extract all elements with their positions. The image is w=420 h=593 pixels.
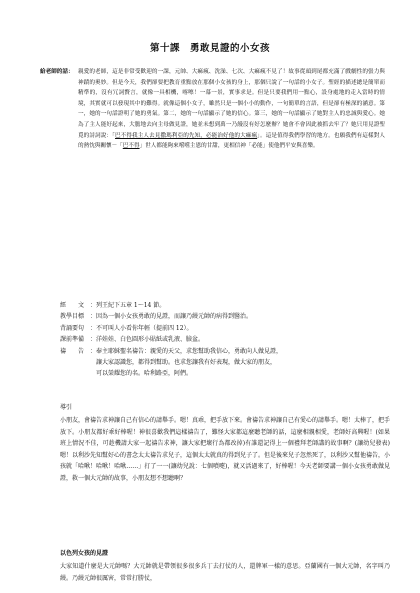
teacher-note-text bbox=[78, 67, 385, 152]
subheading: 以色列女孩的見證 bbox=[60, 550, 109, 557]
prayer-label: 禱 告 bbox=[60, 347, 85, 355]
scripture-label: 經 文 bbox=[60, 302, 85, 309]
teacher-note-underline-2: 巴不得 bbox=[122, 143, 140, 150]
lesson-info bbox=[60, 300, 390, 380]
teacher-note-part2: 」。這是值得我們學習的地方。也願我們有這樣對人的熱忱與關懷－「 bbox=[78, 132, 385, 150]
intro-heading: 導引 bbox=[60, 404, 73, 411]
info-row-goal: 教學目標 ： 因為一個小女孩勇敢的見證，而讓乃縵元帥的病得到醫治。 bbox=[60, 311, 390, 322]
lesson-title: 第十課 勇敢見證的小女孩 bbox=[149, 43, 270, 54]
info-row-scripture: 經 文 ： 列王紀下五章 1～14 節。 bbox=[60, 300, 390, 311]
teacher-note-underline-1: 巴不得我主人去見撒瑪利亞的先知，必能治好他的大痲瘋 bbox=[115, 132, 258, 139]
prayer-line-1: 奉主耶穌聖名禱告：親愛的天父，求您幫助我信心，勇敢向人做見證， bbox=[96, 347, 283, 355]
info-row-prayer: 禱 告 ： 奉主耶穌聖名禱告：親愛的天父，求您幫助我信心，勇敢向人做見證， bbox=[60, 346, 390, 357]
info-row-verse: 背誦要句 ： 不可叫人小看你年輕（提前四 12）。 bbox=[60, 323, 390, 334]
prayer-line-2: 讓大家認識您，都得到幫助。也求您讓我有好表現，做大家的朋友， bbox=[96, 359, 277, 367]
teacher-note bbox=[40, 67, 385, 152]
verse-label: 背誦要句 bbox=[60, 324, 85, 332]
aids-value: 洋娃娃、白色圓形小貼紙或乳液、臉盆。 bbox=[96, 336, 205, 344]
scripture-value: 列王紀下五章 1～14 節。 bbox=[96, 302, 166, 309]
story-paragraph: 大家知道什麼是大元帥嗎？大元帥就是帶領很多很多兵丁去打仗的人，還牌軍一樣的意思。亞蘭國有一個大元帥，名字叫乃縵。乃縵元帥很厲害，常常打勝仗， bbox=[60, 563, 390, 582]
goal-label: 教學目標 bbox=[60, 313, 85, 321]
verse-value: 不可叫人小看你年輕（提前四 12）。 bbox=[96, 324, 193, 332]
intro-paragraph: 小朋友，會禱告求神讓自己有信心的請舉手。嗯！真乖，把手放下來。會禱告求神讓自己有愛心的請舉手。嗯！太棒了，把手放下。小朋友都好乖好棒喔！神很喜歡我們這樣禱告了，難怪大家都這麼聽老師的話，這麼相親相愛，老師好高興喔！(如果班上情況不佳，可趁機請大家一起禱告求神，讓大家把壞行為都改掉)有誰還記得上一個禮拜老師講的故事啊？(讓幼兒發表)嗯！以利沙先知幫好心的書念太太禱告求兒子，這個太太就真的得到兒子了。但是後來兒子忽然死了，以利沙又幫他禱告，小孩就「哈啾！哈啾！哈啾……」打了一一(讓幼兒說：七個噴嚏)，就又活過來了，好棒喔！今天老師要講一個小女孩勇敢做見證，救一個大元帥的故事，小朋友想不想聽啊？ bbox=[60, 417, 391, 482]
goal-value: 因為一個小女孩勇敢的見證，而讓乃縵元帥的病得到醫治。 bbox=[96, 313, 253, 321]
aids-label: 課前準備 bbox=[60, 336, 85, 344]
teacher-note-label: 給老師的話： bbox=[40, 69, 74, 75]
teacher-note-part1: 親愛的老師，這是非常受歡迎的一課，元帥、大痲瘋、洗澡、七次、大痲瘋不見了！故事從頭到尾都充滿了戲劇性的張力與神蹟的奧妙。但是今天，我們卻要把教育重點放在那個小女孩的身上，那個只說了一句話的小女子。聖經的描述總是簡單而精準的，沒有冗詞贅言，就像一具相機，喀嚓！一幕一景，實事求是。但是只要我們用一點心，設身處地的走入當時的情境，其實就可以發現其中的難得。就像這個小女子，雖然只是一個小小的動作，一句簡單的言語，但是卻有極深的涵意。第一，她的一句話證明了她的勇氣。第二，她的一句話顯示了她的信心。第三，她的一句話顯示了她對主人的忠誠與愛心。她為了主人能好起來，大膽地去向主母做見證，她並未想到萬一乃縵沒有好怎麼辦？她會不會因此被抓去牢了？她只用見證聖覓的詩詞說：「 bbox=[78, 69, 385, 139]
info-row-aids: 課前準備 ： 洋娃娃、白色圓形小貼紙或乳液、臉盆。 bbox=[60, 334, 390, 345]
prayer-line-3: 可以榮耀您的名。哈利路亞，阿們。 bbox=[96, 370, 193, 378]
teacher-note-part3: 」世人都能夠來嚐嚐主恩的甘甜，更相信神「必能」使他們平安與喜樂。 bbox=[139, 143, 319, 150]
